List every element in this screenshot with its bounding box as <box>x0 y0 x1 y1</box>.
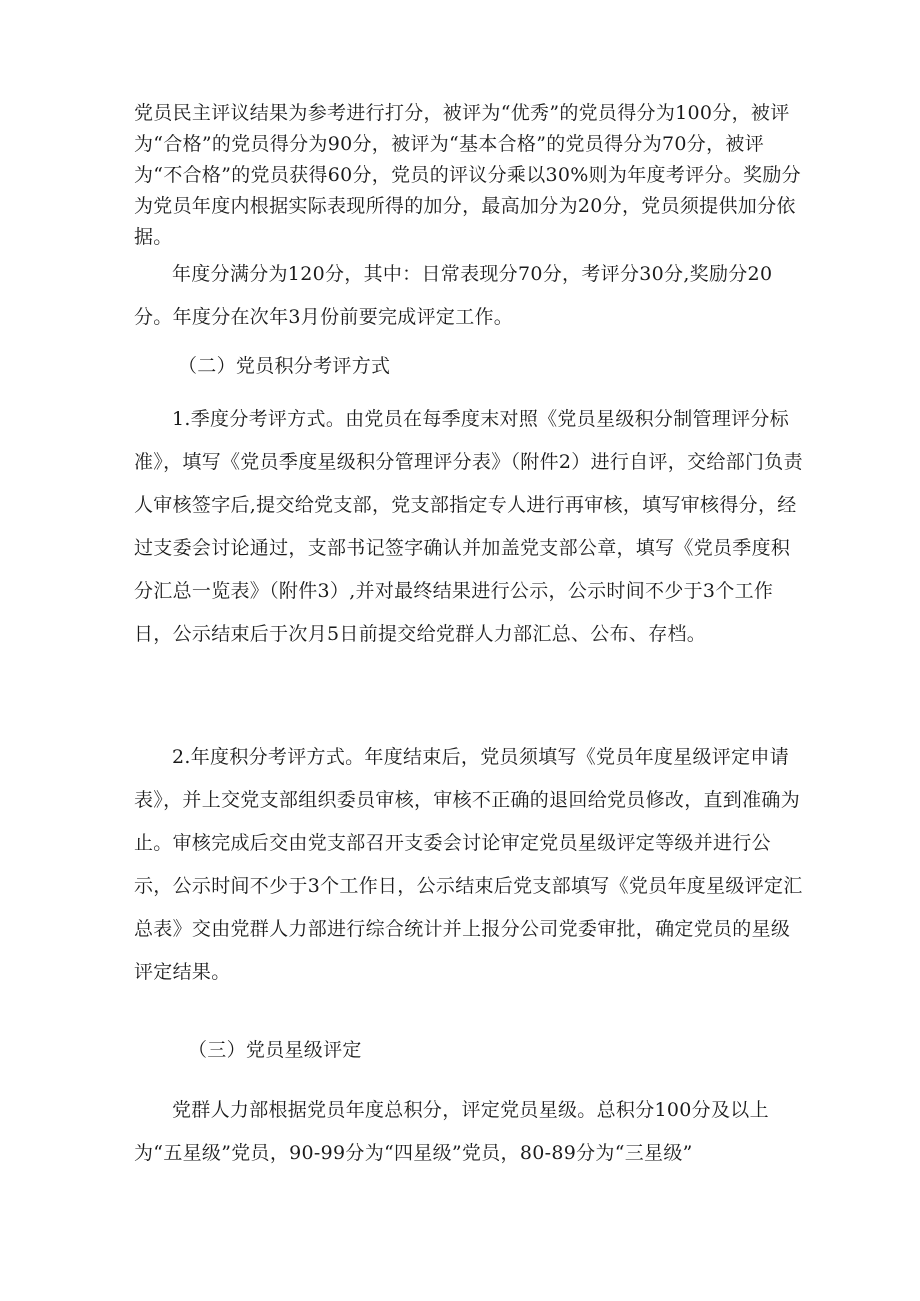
section-heading-star-rating: （三）党员星级评定 <box>188 1039 362 1061</box>
paragraph-scoring-rules: 党员民主评议结果为参考进行打分，被评为“优秀”的党员得分为100分，被评为“合格”的党员得分为90分，被评为“基本合格”的党员得分为70分，被评为“不合格”的党员获得60分，党员的评议分乘以30%则为年度考评分。奖励分为党员年度内根据实际表现所得的加分，最高加分为20分，党员须提供加分依据。 <box>134 102 801 248</box>
paragraph-star-rating: 党群人力部根据党员年度总积分，评定党员星级。总积分100分及以上为“五星级”党员，90-99分为“四星级”党员，80-89分为“三星级” <box>134 1099 769 1164</box>
section-heading-evaluation-method: （二）党员积分考评方式 <box>178 355 391 377</box>
paragraph-annual-evaluation: 2.年度积分考评方式。年度结束后，党员须填写《党员年度星级评定申请表》，并上交党支部组织委员审核，审核不正确的退回给党员修改，直到准确为止。审核完成后交由党支部召开支委会讨论审定党员星级评定等级并进行公示，公示时间不少于3个工作日，公示结束后党支部填写《党员年度星级评定汇总表》交由党群人力部进行综合统计并上报分公司党委审批，确定党员的星级评定结果。 <box>134 746 803 983</box>
paragraph-annual-score: 年度分满分为120分，其中：日常表现分70分，考评分30分,奖励分20分。年度分在次年3月份前要完成评定工作。 <box>134 263 773 328</box>
paragraph-quarterly-evaluation: 1.季度分考评方式。由党员在每季度末对照《党员星级积分制管理评分标准》，填写《党员季度星级积分管理评分表》（附件2）进行自评，交给部门负责人审核签字后,提交给党支部，党支部指定专人进行再审核，填写审核得分，经过支委会讨论通过，支部书记签字确认并加盖党支部公章，填写《党员季度积分汇总一览表》（附件3）,并对最终结果进行公示，公示时间不少于3个工作日，公示结束后于次月5日前提交给党群人力部汇总、公布、存档。 <box>134 408 803 645</box>
